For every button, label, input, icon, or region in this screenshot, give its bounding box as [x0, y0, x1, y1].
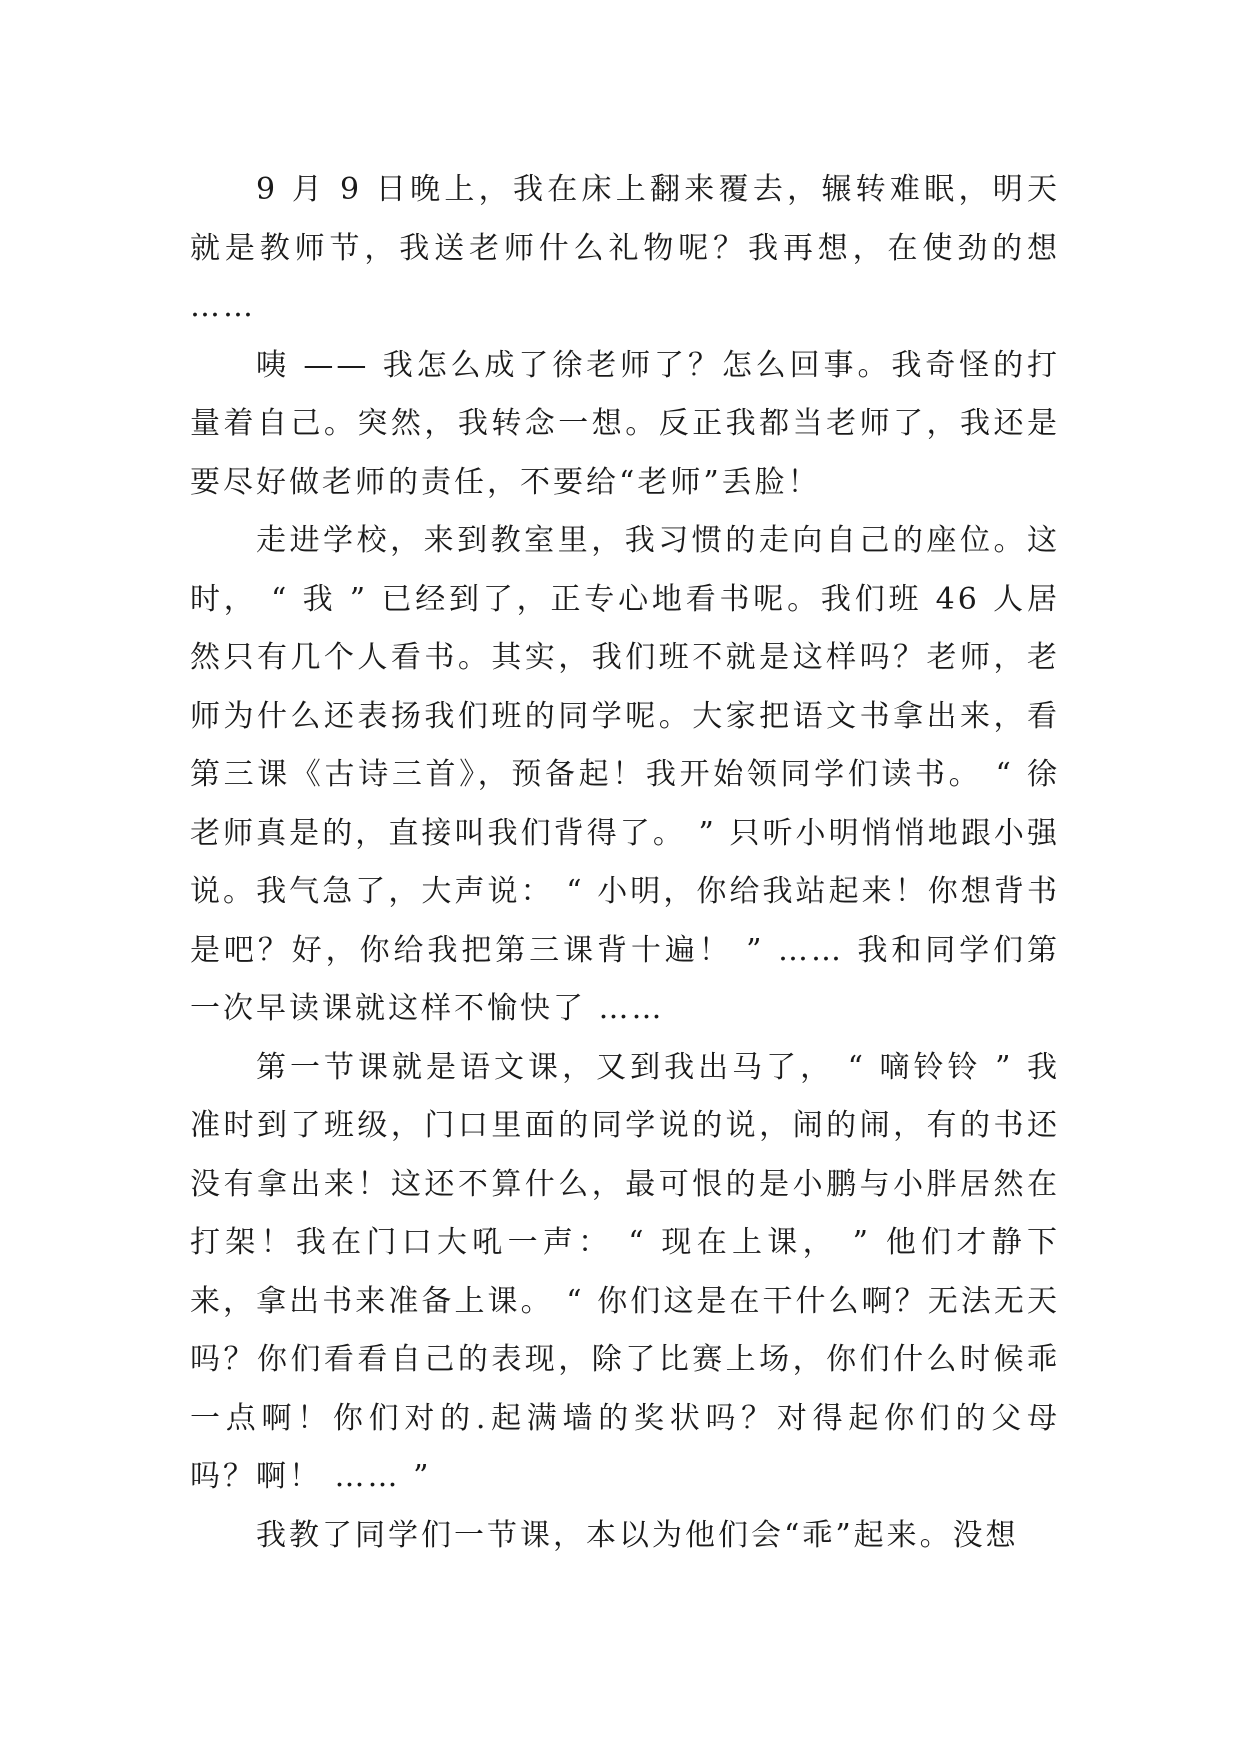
paragraph-2: 咦 —— 我怎么成了徐老师了？怎么回事。我奇怪的打量着自己。突然，我转念一想。反正我都当老师了，我还是要尽好做老师的责任，不要给“老师”丢脸！ [190, 347, 1060, 500]
paragraph-3: 走进学校，来到教室里，我习惯的走向自己的座位。这时， “ 我 ” 已经到了，正专心地看书呢。我们班 46 人居然只有几个人看书。其实，我们班不就是这样吗？老师，老师为什么还表扬我们班的同学呢。大家把语文书拿出来，看第三课《古诗三首》，预备起！我开始领同学们读书。 “ 徐老师真是的，直接叫我们背得了。 ” 只听小明悄悄地跟小强说。我气急了，大声说： “ 小明，你给我站起来！你想背书是吧？好，你给我把第三课背十遍！ ” …… 我和同学们第一次早读课就这样不愉快了 …… [190, 523, 1060, 1026]
paragraph-5: 我教了同学们一节课，本以为他们会“乖”起来。没想 [256, 1517, 1019, 1553]
article-body [190, 161, 1060, 1565]
paragraph-4: 第一节课就是语文课，又到我出马了， “ 嘀铃铃 ” 我准时到了班级，门口里面的同学说的说，闹的闹，有的书还没有拿出来！这还不算什么，最可恨的是小鹏与小胖居然在打架！我在门口大吼一声： “ 现在上课， ” 他们才静下来，拿出书来准备上课。 “ 你们这是在干什么啊？无法无天吗？你们看看自己的表现，除了比赛上场，你们什么时候乖一点啊！你们对的.起满墙的奖状吗？对得起你们的父母吗？啊！ …… ” [190, 1049, 1060, 1494]
paragraph-1: 9 月 9 日晚上，我在床上翻来覆去，辗转难眠，明天就是教师节，我送老师什么礼物呢？我再想，在使劲的想 …… [190, 172, 1060, 324]
